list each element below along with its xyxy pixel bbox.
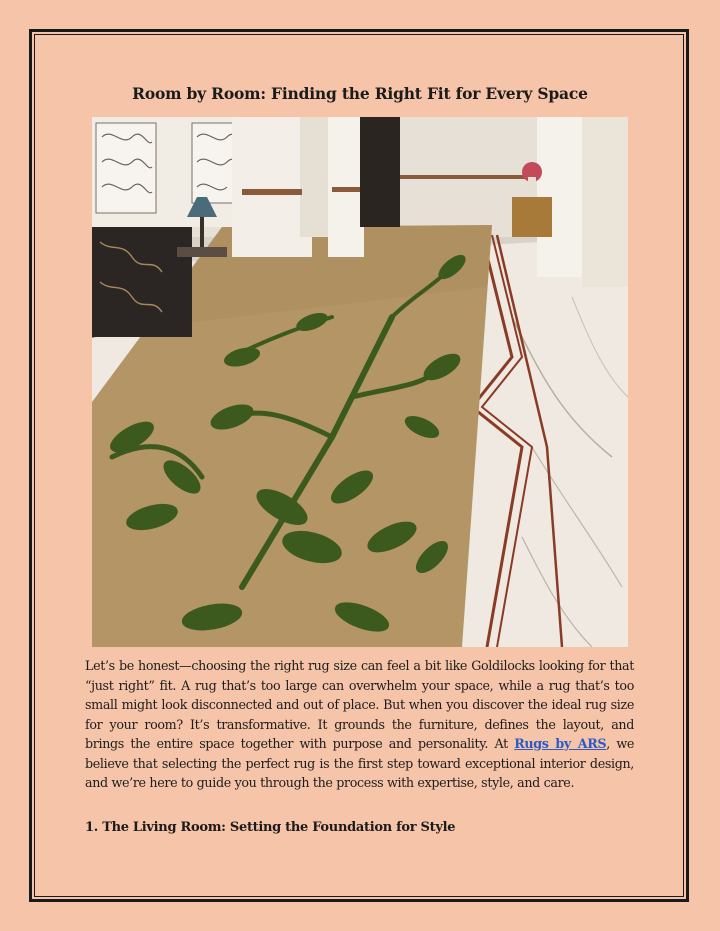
intro-text-before-link: Let’s be honest—choosing the right rug size can feel a bit like Goldilocks looking for that “just right” fit. A rug that’s too large can overwhelm your space, while a rug that’s too small might look disconnected and out of place. But when you discover the ideal rug size for your room? It’s transformative. It grounds the furniture, defines the layout, and brings the entire space together with purpose and personality. At xyxy=(85,658,634,751)
rug-room-photo xyxy=(92,117,628,647)
intro-paragraph xyxy=(85,656,634,793)
section-heading-living-room: 1. The Living Room: Setting the Foundation for Style xyxy=(85,820,456,835)
page-title: Room by Room: Finding the Right Fit for Every Space xyxy=(132,84,588,103)
rugs-by-ars-link[interactable]: Rugs by ARS xyxy=(514,736,607,751)
intro-text-after-link: , we believe that selecting the perfect rug is the first step toward exceptional interior design, and we’re here to guide you through the process with expertise, style, and care. xyxy=(85,736,634,790)
